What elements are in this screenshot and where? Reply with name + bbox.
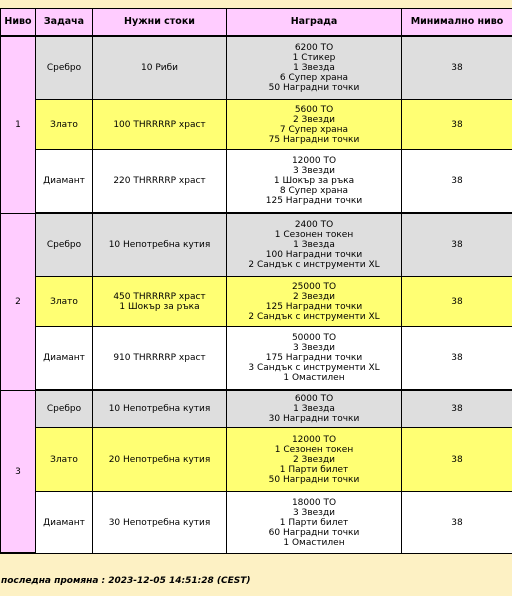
reward-line: 3 Звезди <box>292 507 336 518</box>
item-line: 10 Риби <box>141 63 178 73</box>
reward-cell <box>227 214 402 277</box>
min-level-cell: 38 <box>402 100 512 150</box>
items-cell <box>93 214 227 277</box>
table-row <box>1 327 512 391</box>
min-level-cell: 38 <box>402 327 512 391</box>
task-cell: Сребро <box>36 214 93 277</box>
reward-line: 175 Наградни точки <box>265 353 363 363</box>
reward-line: 6200 ТО <box>294 43 334 53</box>
reward-line: 1 Шокър за ръка <box>273 176 355 186</box>
reward-line: 75 Наградни точки <box>268 134 360 145</box>
table-row <box>1 492 512 553</box>
reward-line: 50000 ТО <box>291 333 337 343</box>
item-line: 220 THRRRRP храст <box>113 176 206 186</box>
item-line: 1 Шокър за ръка <box>119 301 200 312</box>
header-level: Ниво <box>1 9 36 37</box>
items-cell <box>93 150 227 214</box>
reward-line: 2 Сандък с инструменти XL <box>248 311 380 322</box>
reward-line: 30 Наградни точки <box>268 414 360 424</box>
level-cell: 3 <box>1 391 36 553</box>
table-body <box>1 37 512 553</box>
reward-line: 1 Звезда <box>293 63 335 73</box>
level-cell: 1 <box>1 37 36 214</box>
min-level-cell: 38 <box>402 277 512 327</box>
reward-line: 2400 ТО <box>294 220 334 230</box>
table-row <box>1 391 512 428</box>
header-min-level: Минимално ниво <box>402 9 512 37</box>
reward-line: 2 Звезди <box>292 291 336 302</box>
item-line: 910 THRRRRP храст <box>113 353 206 363</box>
min-level-cell: 38 <box>402 214 512 277</box>
task-cell: Сребро <box>36 391 93 428</box>
items-cell <box>93 428 227 492</box>
table-row <box>1 100 512 150</box>
table-row <box>1 37 512 100</box>
reward-cell <box>227 327 402 391</box>
item-line: 10 Непотребна кутия <box>108 404 211 414</box>
reward-line: 125 Наградни точки <box>265 301 363 312</box>
reward-cell <box>227 391 402 428</box>
task-cell: Диамант <box>36 150 93 214</box>
reward-line: 5600 ТО <box>294 104 334 115</box>
task-cell: Сребро <box>36 37 93 100</box>
reward-line: 6000 ТО <box>294 394 334 404</box>
min-level-cell: 38 <box>402 37 512 100</box>
reward-line: 3 Сандък с инструменти XL <box>248 363 380 373</box>
min-level-cell: 38 <box>402 150 512 214</box>
items-cell <box>93 37 227 100</box>
items-cell <box>93 391 227 428</box>
min-level-cell: 38 <box>402 492 512 553</box>
reward-line: 1 Омастилен <box>283 537 345 548</box>
reward-cell <box>227 37 402 100</box>
header-reward: Награда <box>227 9 402 37</box>
reward-line: 1 Сезонен токен <box>274 444 354 455</box>
reward-line: 18000 ТО <box>291 497 337 508</box>
table-row <box>1 428 512 492</box>
min-level-cell: 38 <box>402 391 512 428</box>
reward-line: 1 Парти билет <box>279 517 349 528</box>
reward-line: 1 Сезонен токен <box>274 230 354 240</box>
reward-cell <box>227 100 402 150</box>
task-cell: Злато <box>36 277 93 327</box>
reward-line: 8 Супер храна <box>279 186 349 196</box>
reward-cell <box>227 492 402 553</box>
reward-line: 6 Супер храна <box>279 73 349 83</box>
reward-line: 12000 ТО <box>291 434 337 445</box>
reward-cell <box>227 150 402 214</box>
table-row <box>1 214 512 277</box>
reward-line: 1 Омастилен <box>283 373 345 383</box>
items-cell <box>93 277 227 327</box>
items-cell <box>93 100 227 150</box>
table-row <box>1 277 512 327</box>
reward-line: 1 Стикер <box>292 53 336 63</box>
items-cell <box>93 492 227 553</box>
task-cell: Диамант <box>36 492 93 553</box>
reward-cell <box>227 277 402 327</box>
header-items: Нужни стоки <box>93 9 227 37</box>
min-level-cell: 38 <box>402 428 512 492</box>
item-line: 100 THRRRRP храст <box>113 119 206 130</box>
item-line: 450 THRRRRP храст <box>113 291 206 302</box>
reward-line: 12000 ТО <box>291 156 337 166</box>
reward-line: 100 Наградни точки <box>265 250 363 260</box>
reward-line: 50 Наградни точки <box>268 83 360 93</box>
last-modified: последна промяна : 2023-12-05 14:51:28 (CEST) <box>1 576 251 586</box>
reward-line: 3 Звезди <box>292 343 336 353</box>
item-line: 20 Непотребна кутия <box>108 454 211 465</box>
reward-line: 3 Звезди <box>292 166 336 176</box>
reward-line: 2 Сандък с инструменти XL <box>248 260 380 270</box>
reward-line: 1 Звезда <box>293 404 335 414</box>
reward-line: 50 Наградни точки <box>268 474 360 485</box>
reward-line: 2 Звезди <box>292 454 336 465</box>
reward-line: 1 Парти билет <box>279 464 349 475</box>
reward-line: 2 Звезди <box>292 114 336 125</box>
reward-line: 60 Наградни точки <box>268 527 360 538</box>
reward-line: 1 Звезда <box>293 240 335 250</box>
reward-line: 25000 ТО <box>291 281 337 292</box>
header-task: Задача <box>36 9 93 37</box>
task-cell: Злато <box>36 100 93 150</box>
items-cell <box>93 327 227 391</box>
reward-line: 7 Супер храна <box>279 124 349 135</box>
item-line: 30 Непотребна кутия <box>108 517 211 528</box>
table-row <box>1 150 512 214</box>
task-cell: Диамант <box>36 327 93 391</box>
item-line: 10 Непотребна кутия <box>108 240 211 250</box>
rewards-table <box>0 8 512 554</box>
header-row <box>1 9 512 37</box>
level-cell: 2 <box>1 214 36 391</box>
reward-line: 125 Наградни точки <box>265 196 363 206</box>
reward-cell <box>227 428 402 492</box>
task-cell: Злато <box>36 428 93 492</box>
